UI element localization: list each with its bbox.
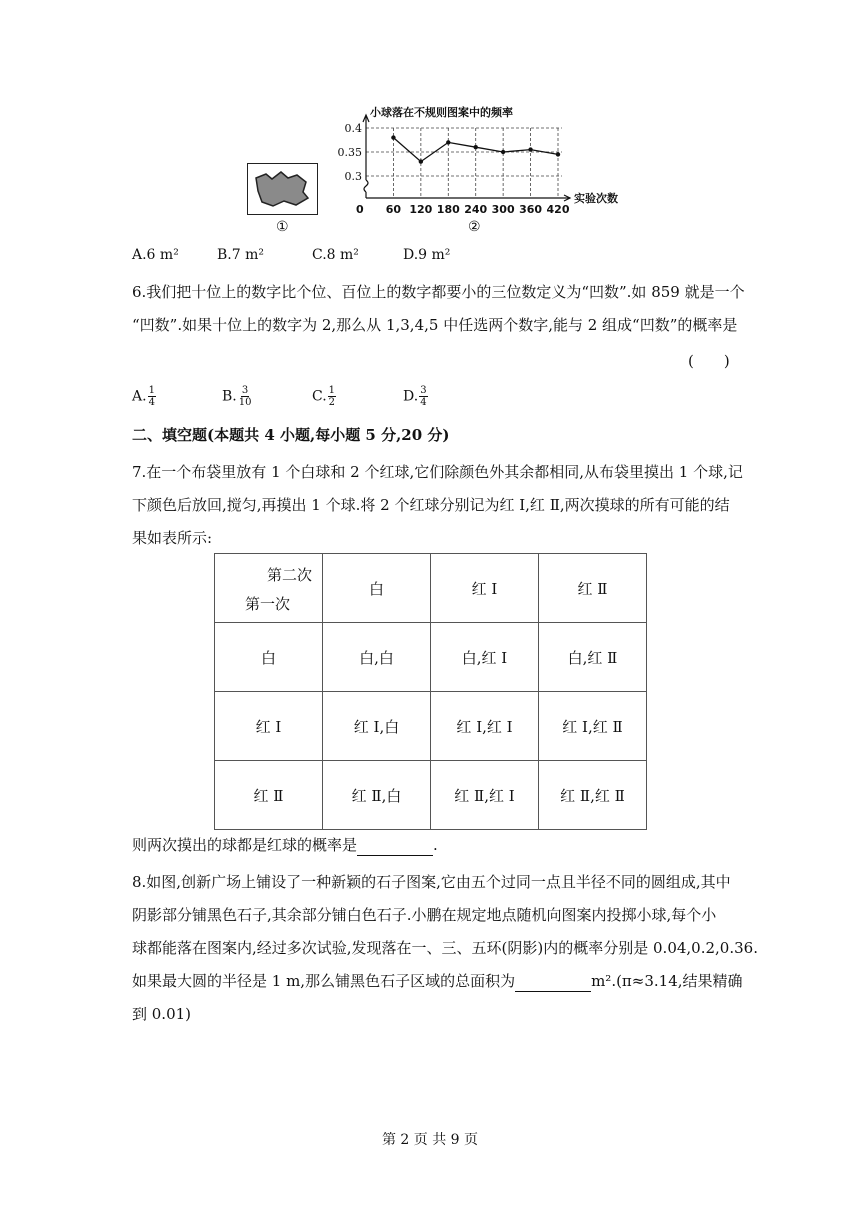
table-header-row: [215, 554, 647, 623]
q7-line-2: 下颜色后放回,搅匀,再摸出 1 个球.将 2 个红球分别记为红 Ⅰ,红 Ⅱ,两次摸球的所有可能的结: [132, 496, 730, 514]
table-cell: 红 Ⅱ,白: [323, 761, 431, 830]
x-tick-label: 240: [464, 203, 488, 216]
data-point: [528, 147, 532, 151]
table-row-label: 红 Ⅱ: [215, 761, 323, 830]
q6-option-fraction: [419, 385, 427, 408]
q6-option: [403, 385, 428, 408]
table-row-label: 红 Ⅰ: [215, 692, 323, 761]
table-cell: 红 Ⅰ,白: [323, 692, 431, 761]
q6-option: [132, 385, 156, 408]
q6-line-1: 6.我们把十位上的数字比个位、百位上的数字都要小的三位数定义为“凹数”.如 859 就是一个: [132, 283, 745, 301]
outcome-table: [214, 553, 647, 830]
q6-option-prefix: C.: [312, 388, 327, 405]
q5-option-c: C.8 m²: [312, 247, 359, 263]
q8-line-1: 8.如图,创新广场上铺设了一种新颖的石子图案,它由五个过同一点且半径不同的圆组成,其中: [132, 873, 731, 891]
table-row-label: 白: [215, 623, 323, 692]
section-heading: 二、填空题(本题共 4 小题,每小题 5 分,20 分): [132, 426, 450, 444]
page-footer: 第 2 页 共 9 页: [381, 1132, 479, 1148]
figure1-label: ①: [276, 219, 289, 235]
table-row: [215, 623, 647, 692]
q6-option: [312, 385, 336, 408]
table-corner-cell: [215, 554, 323, 623]
q6-option-prefix: A.: [132, 388, 147, 405]
table-row: [215, 761, 647, 830]
q7-answer-blank[interactable]: [357, 835, 433, 856]
fraction-numerator: 3: [420, 385, 427, 396]
x-axis-label: 实验次数: [574, 192, 618, 205]
table-cell: 白,红 Ⅱ: [539, 623, 647, 692]
q6-option-fraction: [328, 385, 336, 408]
fraction-numerator: 1: [328, 385, 336, 396]
q8-line-3: 球都能落在图案内,经过多次试验,发现落在一、三、五环(阴影)内的概率分别是 0.04,0.2,0.36.: [132, 939, 758, 957]
q6-line-2: “凹数”.如果十位上的数字为 2,那么从 1,3,4,5 中任选两个数字,能与 2 组成“凹数”的概率是: [132, 316, 738, 334]
q6-option-prefix: D.: [403, 388, 419, 405]
x-tick-label: 180: [436, 203, 460, 216]
corner-second-draw: 第二次: [266, 566, 312, 584]
fraction-numerator: 1: [148, 385, 155, 396]
q6-option-fraction: [148, 385, 156, 408]
y-tick-label: 0.3: [344, 170, 362, 183]
data-point: [501, 150, 505, 154]
q7-line-3: 果如表所示:: [132, 529, 213, 547]
q7-line-1: 7.在一个布袋里放有 1 个白球和 2 个红球,它们除颜色外其余都相同,从布袋里摸出 1 个球,记: [132, 463, 743, 481]
q7-answer-prefix: 则两次摸出的球都是红球的概率是: [132, 836, 358, 854]
x-tick-label: 60: [385, 203, 402, 216]
x-tick-label: 360: [519, 203, 543, 216]
data-point: [474, 145, 478, 149]
q6-option: [222, 385, 252, 408]
q8-answer-blank[interactable]: [515, 971, 591, 992]
frequency-chart-svg: [330, 100, 630, 225]
frequency-chart: [330, 100, 630, 229]
q7-answer-line: [132, 835, 438, 856]
q6-option-prefix: B.: [222, 388, 237, 405]
x-tick-label: 420: [546, 203, 570, 216]
q8-line-4: [132, 971, 743, 992]
y-tick-label: 0.35: [337, 146, 362, 159]
table-cell: 红 Ⅰ,红 Ⅰ: [431, 692, 539, 761]
q6-option-fraction: [238, 385, 253, 408]
table-header-cell: 白: [323, 554, 431, 623]
fraction-denominator: 10: [238, 397, 252, 408]
chart-title: 小球落在不规则图案中的频率: [370, 106, 513, 119]
q5-option-d: D.9 m²: [403, 247, 451, 263]
q8-line-2: 阴影部分铺黑色石子,其余部分铺白色石子.小鹏在规定地点随机向图案内投掷小球,每个小: [132, 906, 717, 924]
fraction-denominator: 2: [328, 397, 336, 408]
x-tick-label: 300: [491, 203, 515, 216]
table-cell: 白,白: [323, 623, 431, 692]
q8-line-5: 到 0.01): [132, 1005, 192, 1023]
q7-answer-suffix: .: [433, 836, 438, 854]
q6-answer-paren: ( ): [688, 352, 730, 370]
fraction-denominator: 4: [420, 397, 427, 408]
table-row: [215, 692, 647, 761]
table-cell: 红 Ⅰ,红 Ⅱ: [539, 692, 647, 761]
table-header-cell: 红 Ⅰ: [431, 554, 539, 623]
data-point: [419, 159, 423, 163]
y-tick-label: 0.4: [344, 122, 362, 135]
origin-label: 0: [356, 203, 364, 216]
q5-option-b: B.7 m²: [217, 247, 264, 263]
table-cell: 红 Ⅱ,红 Ⅰ: [431, 761, 539, 830]
q8-line-4-prefix: 如果最大圆的半径是 1 m,那么铺黑色石子区域的总面积为: [132, 972, 516, 990]
q8-line-4-suffix: m².(π≈3.14,结果精确: [591, 972, 743, 990]
irregular-shape-icon: [248, 164, 316, 213]
q5-option-a: A.6 m²: [132, 247, 179, 263]
data-point: [391, 135, 395, 139]
fraction-denominator: 4: [148, 397, 155, 408]
corner-first-draw: 第一次: [245, 595, 291, 613]
table-cell: 红 Ⅱ,红 Ⅱ: [539, 761, 647, 830]
table-header-cell: 红 Ⅱ: [539, 554, 647, 623]
x-tick-label: 120: [409, 203, 433, 216]
figure2-label: ②: [468, 219, 481, 235]
y-axis-break: [364, 180, 368, 192]
fraction-numerator: 3: [241, 385, 249, 396]
table-cell: 白,红 Ⅰ: [431, 623, 539, 692]
data-point: [556, 152, 560, 156]
irregular-pattern-figure: [247, 163, 318, 215]
data-point: [446, 140, 450, 144]
